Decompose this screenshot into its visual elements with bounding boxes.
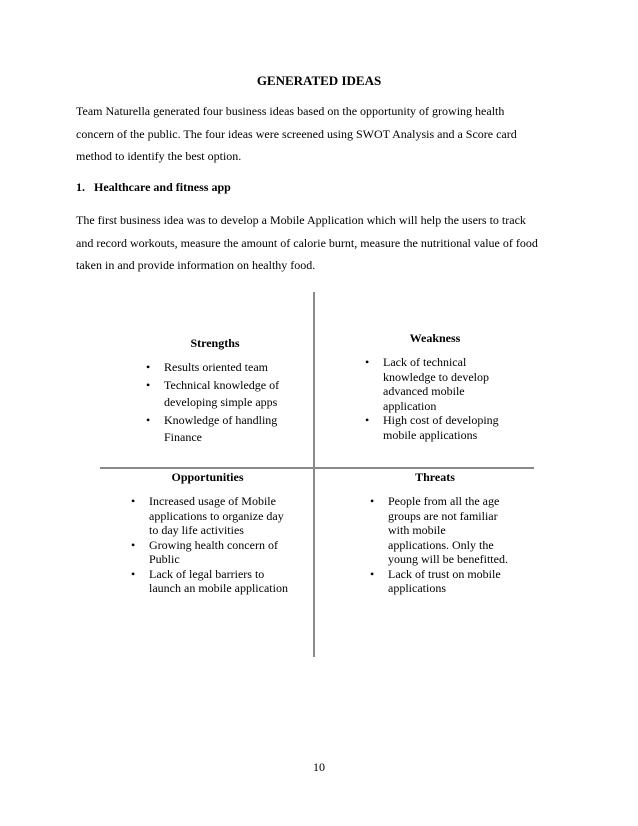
weakness-heading: Weakness [409, 331, 461, 345]
intro-line: Team Naturella generated four business ideas based on the opportunity of growing health [76, 104, 505, 118]
threats-heading: Threats [415, 470, 455, 484]
list-item: • Increased usage of Mobile applications to organize day to day life activities [129, 494, 309, 538]
body-line: The first business idea was to develop a Mobile Application which will help the users to track [76, 213, 526, 227]
section-number: 1. [76, 180, 85, 194]
list-item: • People from all the age groups are not familiar with mobile applications. Only the young will be benefitted. [368, 494, 538, 567]
list-item: • Lack of technical knowledge to develop advanced mobile application [363, 355, 533, 413]
opportunities-heading: Opportunities [171, 470, 244, 484]
list-item: • Lack of legal barriers to launch an mobile application [129, 567, 309, 596]
strengths-heading: Strengths [190, 336, 240, 350]
opportunities-list [129, 494, 309, 596]
threats-list [368, 494, 538, 596]
intro-line: method to identify the best option. [76, 149, 242, 163]
body-line: taken in and provide information on healthy food. [76, 258, 316, 272]
list-item: • Knowledge of handling Finance [144, 412, 309, 447]
list-item: • High cost of developing mobile applications [363, 413, 533, 442]
section-heading [76, 180, 231, 195]
strengths-list [144, 359, 309, 447]
list-item: • Results oriented team [144, 359, 309, 377]
intro-paragraph [76, 100, 554, 168]
weakness-list [363, 355, 533, 442]
list-item: • Lack of trust on mobile applications [368, 567, 538, 596]
page-number: 10 [313, 760, 325, 774]
intro-line: concern of the public. The four ideas were screened using SWOT Analysis and a Score card [76, 126, 517, 141]
list-item: • Technical knowledge of developing simple apps [144, 377, 309, 412]
swot-horizontal-axis [100, 467, 534, 469]
swot-vertical-axis [313, 292, 315, 657]
body-line: and record workouts, measure the amount of calorie burnt, measure the nutritional value of food [76, 235, 538, 250]
section-body [76, 209, 554, 277]
list-item: • Growing health concern of Public [129, 538, 309, 567]
section-title: Healthcare and fitness app [94, 180, 231, 194]
page-title: GENERATED IDEAS [256, 73, 382, 88]
